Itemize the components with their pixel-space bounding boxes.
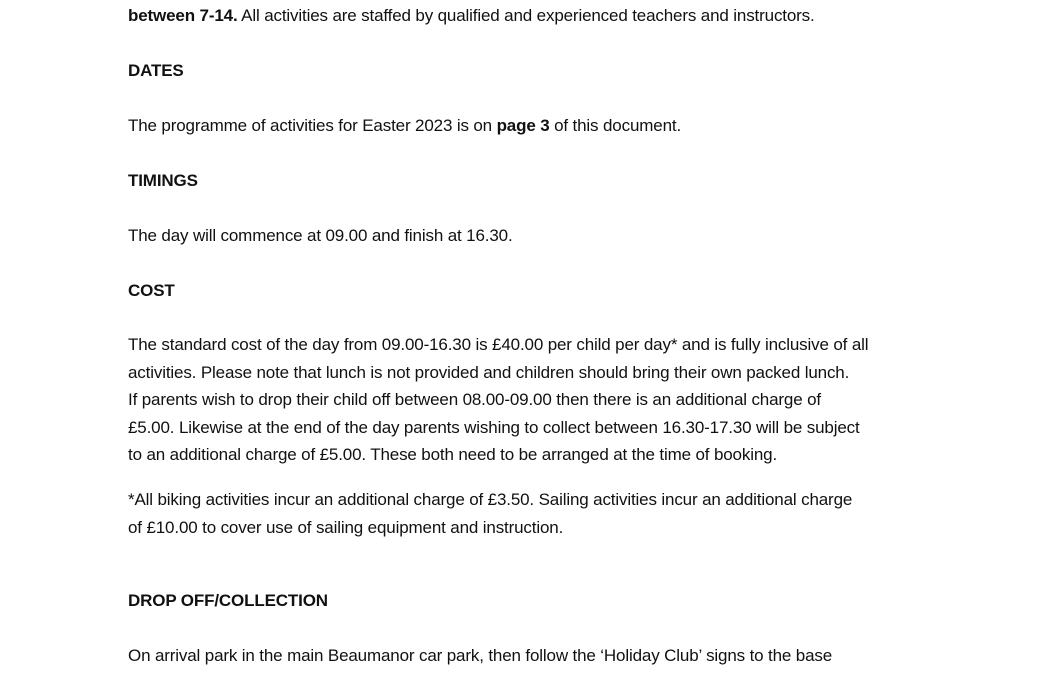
dates-text-end: of this document.: [549, 116, 682, 135]
intro-paragraph-tail: [128, 6, 815, 26]
timings-paragraph: The day will commence at 09.00 and finish at 16.30.: [128, 226, 513, 245]
dates-paragraph: [128, 116, 681, 136]
cost-paragraph-line: activities. Please note that lunch is not provided and children should bring their own packed lunch.: [128, 363, 850, 382]
cost-note-line: of £10.00 to cover use of sailing equipment and instruction.: [128, 518, 564, 537]
dates-heading: DATES: [128, 61, 184, 80]
cost-paragraph-line: £5.00. Likewise at the end of the day parents wishing to collect between 16.30-17.30 will be subject: [128, 418, 860, 437]
cost-heading: COST: [128, 281, 175, 300]
cost-paragraph-line: The standard cost of the day from 09.00-16.30 is £40.00 per child per day* and is fully inclusive of all: [128, 335, 869, 354]
cost-paragraph-line: If parents wish to drop their child off between 08.00-09.00 then there is an additional charge of: [128, 390, 821, 409]
timings-heading: TIMINGS: [128, 171, 198, 190]
drop-off-heading: DROP OFF/COLLECTION: [128, 591, 328, 610]
cost-note-line: *All biking activities incur an additional charge of £3.50. Sailing activities incur an additional charge: [128, 490, 853, 509]
dates-text-start: The programme of activities for Easter 2023 is on: [128, 116, 497, 135]
drop-off-paragraph: On arrival park in the main Beaumanor car park, then follow the ‘Holiday Club’ signs to the base: [128, 646, 833, 665]
age-range-text: between 7-14.: [128, 6, 238, 25]
staffing-text: All activities are staffed by qualified and experienced teachers and instructors.: [237, 6, 815, 25]
cost-paragraph-line: to an additional charge of £5.00. These both need to be arranged at the time of booking.: [128, 445, 778, 464]
dates-page-reference: page 3: [496, 116, 550, 135]
